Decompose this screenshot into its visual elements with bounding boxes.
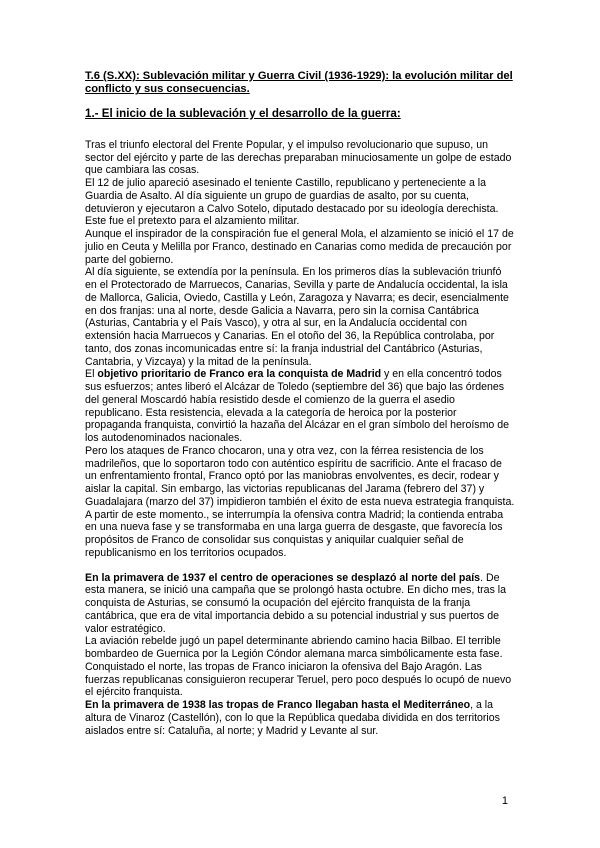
document-title: T.6 (S.XX): Sublevación militar y Guerra Civil (1936-1929): la evolución militar del conflicto y sus consecuencias. [85, 70, 513, 96]
paragraph-with-emphasis [85, 572, 515, 636]
emphasis-text: objetivo prioritario de Franco era la conquista de Madrid [97, 368, 382, 381]
paragraph: Al día siguiente, se extendía por la península. En los primeros días la sublevación triunfó en el Protectorado de Marruecos, Canarias, Sevilla y parte de Andalucía occidental, la isla de Mallorca, Galicia, Oviedo, Castilla y León, Zaragoza y Navarra; es decir, esencialmente en dos franjas: una al norte, desde Galicia a Navarra, pero sin la cornisa Cantábrica (Asturias, Cantabria y el País Vasco), y otra al sur, en la Andalucía occidental con extensión hacia Marruecos y Canarias. En el otoño del 36, la República controlaba, por tanto, dos zonas incomunicadas entre sí: la franja industrial del Cantábrico (Asturias, Cantabria, y Vizcaya) y la mitad de la península. [85, 266, 509, 368]
emphasis-text: En la primavera de 1937 el centro de operaciones se desplazó al norte del país [85, 571, 481, 584]
paragraph-text: , a la altura de Vinaroz (Castellón), con lo que la República quedaba dividida en dos territorios aislados entre sí: Cataluña, al norte; y Madrid y Levante al sur. [85, 699, 500, 737]
paragraph-with-emphasis [85, 368, 515, 445]
paragraph-gap [85, 560, 515, 572]
paragraph: La aviación rebelde jugó un papel determinante abriendo camino hacia Bilbao. El terrible bombardeo de Guernica por la Legión Cóndor alemana marca simbólicamente esta fase. [85, 635, 503, 661]
paragraph: A partir de este momento., se interrumpía la ofensiva contra Madrid; la contienda entraba en una nueva fase y se transformaba en una larga guerra de desgaste, que favorecía los propósitos de Franco de consolidar sus conquistas y aniquilar cualquier señal de republicanismo en los territorios ocupados. [85, 508, 504, 559]
paragraph-text: y en ella concentró todos sus esfuerzos; antes liberó el Alcázar de Toledo (septiembre del 36) que bajo las órdenes del general Moscardó había resistido desde el comienzo de la guerra el asedio republicano. Esta resistencia, elevada a la categoría de heroica por la posterior propaganda franquista, convirtió la hazaña del Alcázar en el gran símbolo del heroísmo de los autodenominados nacionales. [85, 368, 510, 445]
paragraph: El 12 de julio apareció asesinado el teniente Castillo, republicano y perteneciente a la Guardia de Asalto. Al día siguiente un grupo de guardias de asalto, por su cuenta, detuvieron y ejecutaron a Calvo Sotelo, diputado destacado por su ideología derechista. Este fue el pretexto para el alzamiento militar. [85, 177, 499, 228]
paragraph: Tras el triunfo electoral del Frente Popular, y el impulso revolucionario que supuso, un sector del ejército y parte de las derechas preparaban minuciosamente un golpe de estado que cambiara las cosas. [85, 138, 512, 177]
paragraph: Conquistado el norte, las tropas de Franco iniciaron la ofensiva del Bajo Aragón. Las fuerzas republicanas consiguieron recuperar Teruel, pero poco después lo ocupó de nuevo el ejército franquista. [85, 660, 512, 699]
paragraph: Aunque el inspirador de la conspiración fue el general Mola, el alzamiento se inició el 17 de julio en Ceuta y Melilla por Franco, destinado en Canarias como medida de precaución por parte del gobierno. [85, 228, 514, 266]
page-number: 1 [501, 795, 508, 807]
paragraph: Pero los ataques de Franco chocaron, una y otra vez, con la férrea resistencia de los madrileños, que lo soportaron todo con auténtico espíritu de sacrificio. Ante el fracaso de un enfrentamiento frontal, Franco optó por las maniobras envolventes, es decir, rodear y aislar la capital. Sin embargo, las victorias republicanas del Jarama (febrero del 37) y Guadalajara (marzo del 37) impidieron también el éxito de esta nueva estrategia franquista. [85, 444, 515, 508]
paragraph-text: El [85, 368, 98, 381]
paragraph-with-emphasis [85, 699, 515, 737]
emphasis-text: En la primavera de 1938 las tropas de Franco llegaban hasta el Mediterráneo [85, 699, 471, 712]
paragraph-text: . De esta manera, se inició una campaña que se prolongó hasta octubre. En dicho mes, tras la conquista de Asturias, se consumó la ocupación del ejército franquista de la franja cantábrica, que era de vital importancia debido a su potencial industrial y sus puertos de valor estratégico. [85, 571, 507, 635]
section-heading: 1.- El inicio de la sublevación y el desarrollo de la guerra: [85, 106, 401, 120]
document-page [85, 70, 515, 737]
